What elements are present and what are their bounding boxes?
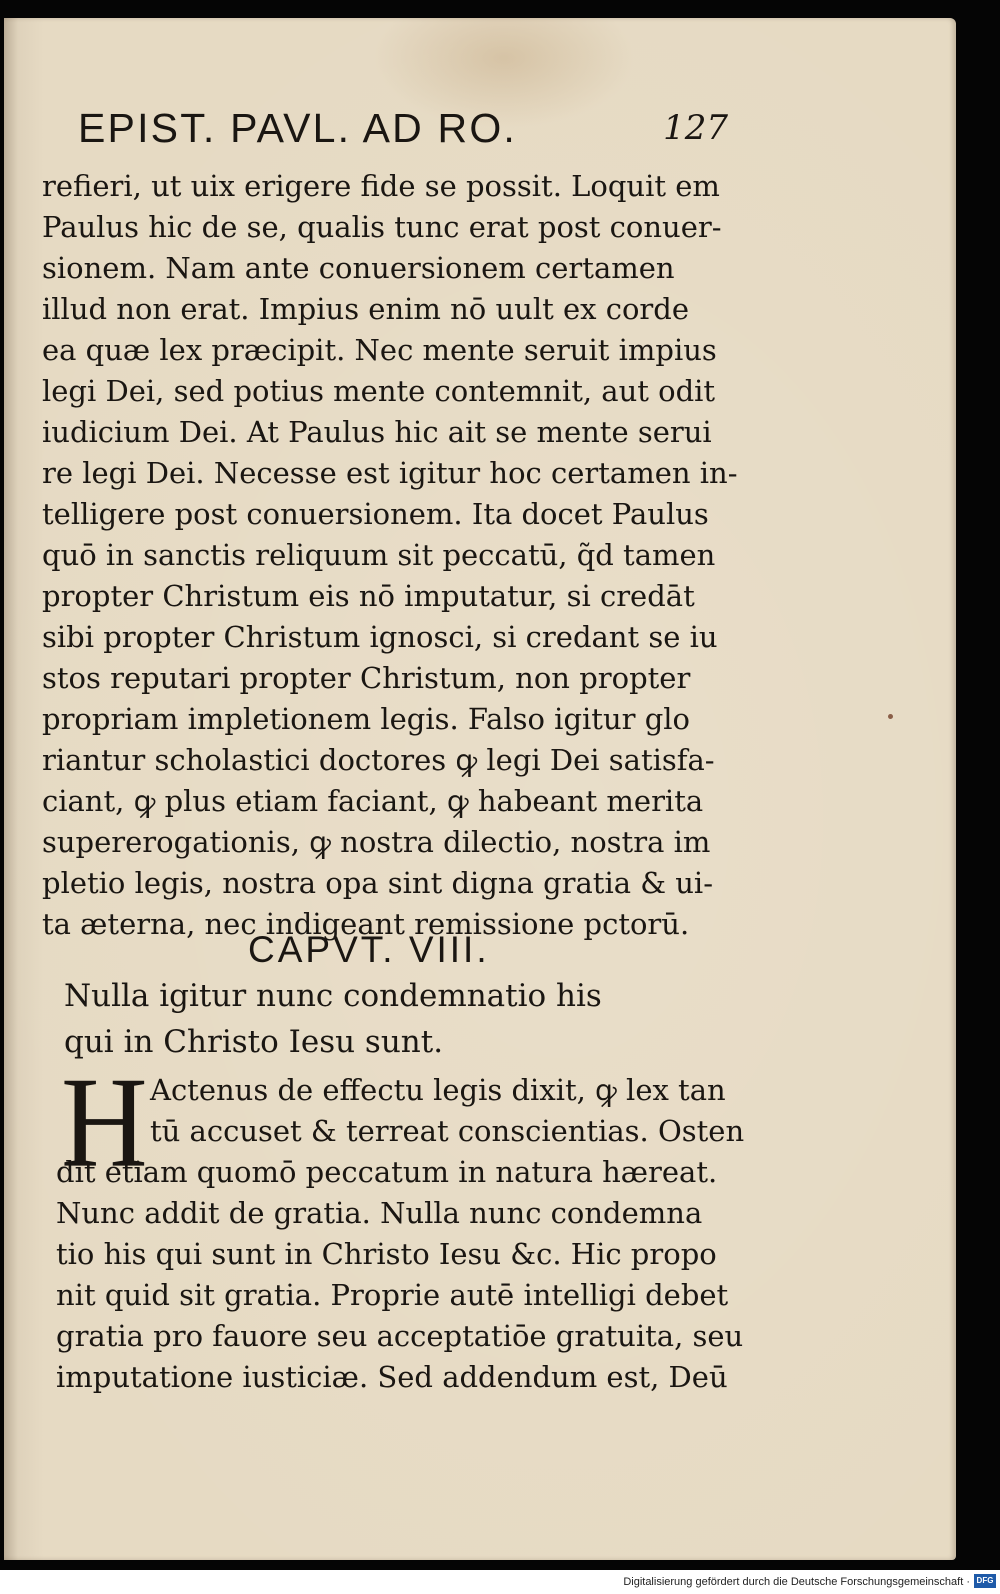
text-line: refieri, ut uix erigere fide se possit. Loquit em — [42, 169, 720, 203]
text-line: riantur scholastici doctores ꝙ legi Dei satisfa- — [42, 743, 715, 777]
paragraph-lines — [56, 1152, 796, 1398]
text-line: telligere post conuersionem. Ita docet Paulus — [42, 497, 709, 531]
indented-lines — [150, 1070, 790, 1152]
text-line: stos reputari propter Christum, non propter — [42, 661, 691, 695]
text-line: Nunc addit de gratia. Nulla nunc condemna — [56, 1196, 703, 1230]
text-line: ea quæ lex præcipit. Nec mente seruit impius — [42, 333, 717, 367]
text-line: propriam impletionem legis. Falso igitur glo — [42, 702, 691, 736]
text-line: sionem. Nam ante conuersionem certamen — [42, 251, 675, 285]
text-line: pletio legis, nostra opa sint digna gratia & ui- — [42, 866, 714, 900]
text-line: ciant, ꝙ plus etiam faciant, ꝙ habeant merita — [42, 784, 704, 818]
body-text-block — [42, 166, 782, 945]
text-line: nit quid sit gratia. Proprie autē intelligi debet — [56, 1278, 729, 1312]
running-head: EPIST. PAVL. AD RO. — [78, 105, 518, 151]
text-line: Paulus hic de se, qualis tunc erat post conuer- — [42, 210, 722, 244]
text-line: quō in sanctis reliquum sit peccatū, q̃d tamen — [42, 538, 716, 572]
chapter-title — [64, 973, 804, 1065]
chapter-title-line: qui in Christo Iesu sunt. — [64, 1024, 444, 1060]
text-line: supererogationis, ꝙ nostra dilectio, nostra im — [42, 825, 711, 859]
chapter-heading: CAPVT. VIII. — [248, 929, 490, 970]
text-line: sibi propter Christum ignosci, si credant se iu — [42, 620, 718, 654]
text-line: iudicium Dei. At Paulus hic ait se mente serui — [42, 415, 712, 449]
text-line: tio his qui sunt in Christo Iesu &c. Hic propo — [56, 1237, 717, 1271]
funding-credit: Digitalisierung gefördert durch die Deutsche Forschungsgemeinschaft · — [623, 1576, 970, 1588]
text-line: legi Dei, sed potius mente contemnit, aut odit — [42, 374, 716, 408]
folio-number: 127 — [663, 108, 728, 148]
text-line: gratia pro fauore seu acceptatiōe gratuita, seu — [56, 1319, 744, 1353]
text-line: dit etiam quomō peccatum in natura hæreat. — [56, 1155, 718, 1189]
page-header — [78, 100, 738, 156]
book-page — [4, 18, 956, 1560]
text-line: imputatione iusticiæ. Sed addendum est, Deū — [56, 1360, 728, 1394]
drop-cap-initial: H — [61, 1050, 148, 1194]
ink-speck — [888, 714, 893, 719]
footer-bar — [0, 1570, 1000, 1594]
text-line: re legi Dei. Necesse est igitur hoc certamen in- — [42, 456, 738, 490]
chapter-title-line: Nulla igitur nunc condemnatio his — [64, 978, 602, 1014]
text-line: ta æterna, nec indigeant remissione pctorū. — [42, 907, 690, 941]
dfg-logo-icon: DFG — [974, 1574, 996, 1588]
text-line: tū accuset & terreat conscientias. Osten — [150, 1114, 745, 1148]
text-line: propter Christum eis nō imputatur, si credāt — [42, 579, 695, 613]
text-line: Actenus de effectu legis dixit, ꝙ lex tan — [150, 1073, 726, 1107]
text-line: illud non erat. Impius enim nō uult ex corde — [42, 292, 690, 326]
